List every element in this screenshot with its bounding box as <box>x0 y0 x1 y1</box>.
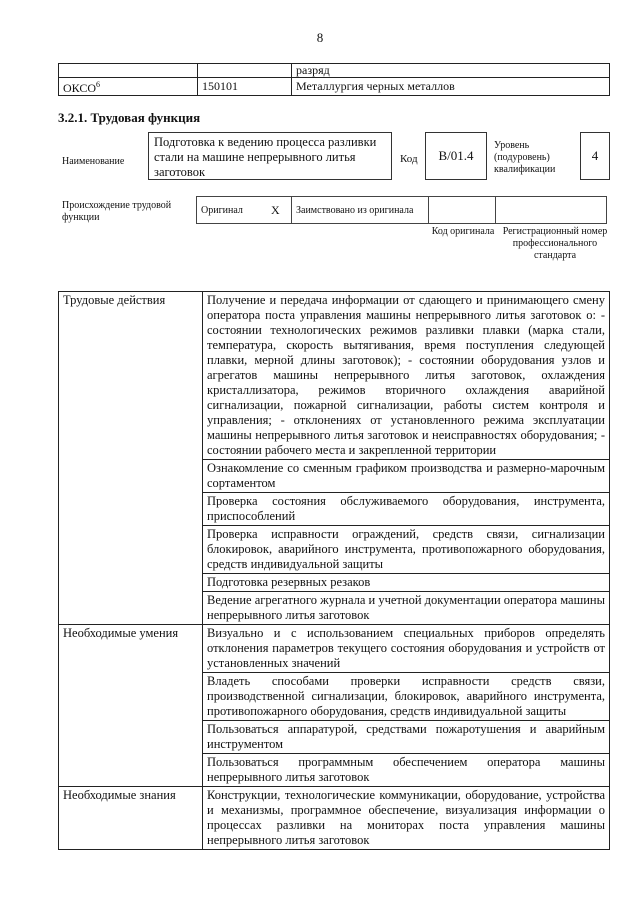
reg-number-label: Регистрационный номер профессионального стандарта <box>502 226 608 261</box>
okso-footnote: 6 <box>96 80 101 89</box>
item-cell: Конструкции, технологические коммуникации, оборудование, устройства и механизмы, программное обеспечение, визуализация информации о процессах разливки на мониторах поста управления машины непрерывного литья заготовок <box>203 787 610 850</box>
code-original-label: Код оригинала <box>431 226 495 237</box>
item-cell: Пользоваться аппаратурой, средствами пожаротушения и аварийным инструментом <box>203 721 610 754</box>
original-label: Оригинал <box>197 197 268 224</box>
code-original-cell <box>429 197 496 224</box>
number-cell: 150101 <box>198 78 292 96</box>
section-title: 3.2.1. Трудовая функция <box>58 110 201 125</box>
item-cell: Проверка состояния обслуживаемого оборудования, инструмента, приспособлений <box>203 493 610 526</box>
text-cell: Металлургия черных металлов <box>292 78 610 96</box>
okso-label: ОКСО <box>63 81 97 95</box>
row-header: Необходимые знания <box>59 787 203 850</box>
table-row <box>59 787 610 850</box>
row-header: Трудовые действия <box>59 292 203 625</box>
classification-table <box>58 63 610 96</box>
number-cell <box>198 64 292 78</box>
level-label: Уровень (подуровень) квалификации <box>494 140 556 175</box>
row-header: Необходимые умения <box>59 625 203 787</box>
function-code: B/01.4 <box>425 132 487 180</box>
table-row <box>59 78 610 96</box>
item-cell: Получение и передача информации от сдающего и принимающего смену оператора поста управления машины непрерывного литья заготовок о: - состоянии технологических режимов разливки плавки (марка стали, температура, скорость вытягивания, время поступления следующей плавки, мерной длины заготовок); - состоянии оборудования узлов и агрегатов машины непрерывного литья заготовок, охлаждения кристаллизатора, режимов вторичного охлаждения аварийной сигнализации, пожарной сигнализации, работы систем контроля и управления; - отклонениях от установленного режима эксплуатации машины непрерывного литья заготовок и неисправностях оборудования; - состоянии рабочего места и закрепленной территории <box>203 292 610 460</box>
function-details-table <box>58 291 610 850</box>
item-cell: Пользоваться программным обеспечением оператора машины непрерывного литья заготовок <box>203 754 610 787</box>
text-cell: разряд <box>292 64 610 78</box>
item-cell: Проверка исправности ограждений, средств связи, сигнализации блокировок, аварийного инструмента, противопожарного оборудования, средств индивидуальной защиты <box>203 526 610 574</box>
borrowed-label: Заимствовано из оригинала <box>292 197 429 224</box>
item-cell: Владеть способами проверки исправности средств связи, производственной сигнализации, блокировок, аварийного инструмента, противопожарного оборудования, средств индивидуальной защиты <box>203 673 610 721</box>
name-label: Наименование <box>62 156 125 167</box>
item-cell: Визуально и с использованием специальных приборов определять отклонения параметров текущего состояния оборудования и устройств от установленных значений <box>203 625 610 673</box>
item-cell: Ведение агрегатного журнала и учетной документации оператора машины непрерывного литья заготовок <box>203 592 610 625</box>
page-number: 8 <box>316 30 324 45</box>
table-row <box>197 197 607 224</box>
table-row <box>59 292 610 460</box>
code-label: Код <box>400 153 418 165</box>
function-name: Подготовка к ведению процесса разливки стали на машине непрерывного литья заготовок <box>148 132 392 180</box>
item-cell: Подготовка резервных резаков <box>203 574 610 592</box>
item-cell: Ознакомление со сменным графиком производства и размерно-марочным сортаментом <box>203 460 610 493</box>
qualification-level: 4 <box>580 132 610 180</box>
code-cell <box>59 78 198 96</box>
origin-label: Происхождение трудовой функции <box>62 200 172 223</box>
table-row <box>59 64 610 78</box>
origin-table <box>196 196 607 224</box>
code-cell <box>59 64 198 78</box>
original-mark: X <box>267 197 292 224</box>
table-row <box>59 625 610 673</box>
reg-number-cell <box>496 197 607 224</box>
